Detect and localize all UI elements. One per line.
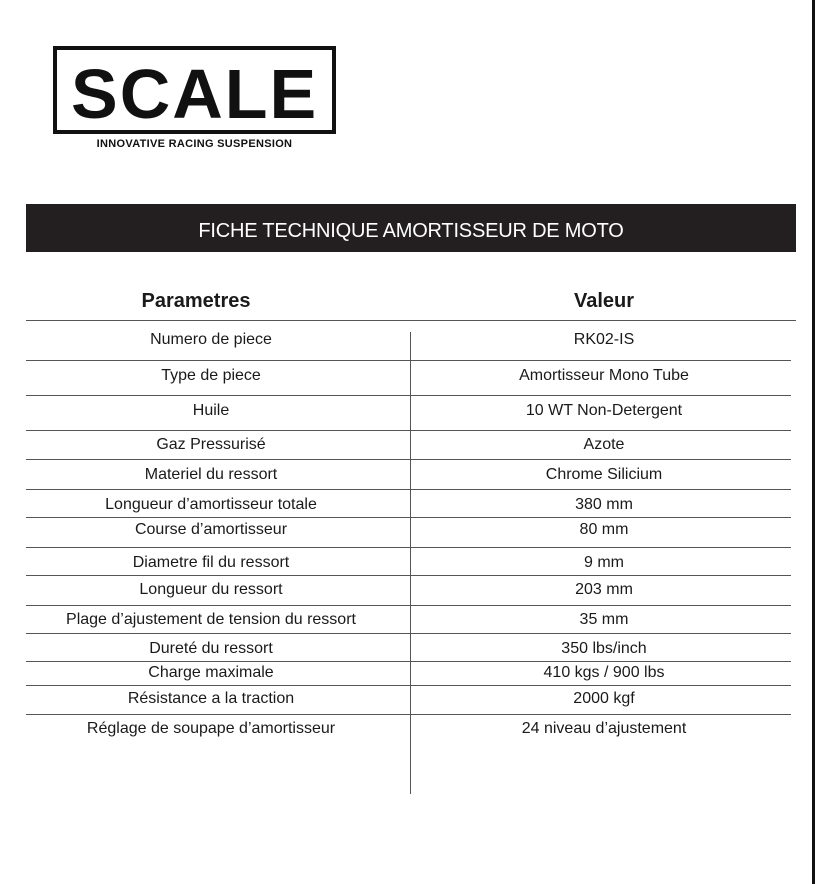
brand-tagline: INNOVATIVE RACING SUSPENSION bbox=[96, 138, 293, 150]
column-header-valeur: Valeur bbox=[573, 290, 635, 312]
table-row-value: 24 niveau d’ajustement bbox=[521, 720, 687, 737]
row-divider bbox=[26, 360, 791, 361]
table-row-value: 10 WT Non-Detergent bbox=[525, 402, 683, 419]
table-row-param: Huile bbox=[192, 402, 230, 419]
table-row-value: Azote bbox=[583, 436, 625, 453]
brand-logo bbox=[53, 46, 336, 134]
table-row-param: Course d’amortisseur bbox=[134, 521, 288, 538]
row-divider bbox=[26, 547, 791, 548]
table-row-value: 410 kgs / 900 lbs bbox=[543, 664, 665, 681]
table-row-value: 9 mm bbox=[584, 554, 624, 571]
table-row-param: Longueur du ressort bbox=[139, 581, 283, 598]
row-divider bbox=[26, 605, 791, 606]
table-row-param: Résistance a la traction bbox=[127, 690, 295, 707]
table-row-param: Réglage de soupape d’amortisseur bbox=[86, 720, 336, 737]
row-divider bbox=[26, 489, 791, 490]
table-row-param: Plage d’ajustement de tension du ressort bbox=[66, 611, 356, 628]
row-divider bbox=[26, 395, 791, 396]
sheet-title-banner: FICHE TECHNIQUE AMORTISSEUR DE MOTO bbox=[26, 204, 796, 252]
table-row-param: Type de piece bbox=[161, 367, 261, 384]
table-row-param: Diametre fil du ressort bbox=[132, 554, 290, 571]
column-header-parametres: Parametres bbox=[141, 290, 251, 312]
table-row-param: Charge maximale bbox=[148, 664, 274, 681]
table-row-value: 380 mm bbox=[575, 496, 633, 513]
header-divider bbox=[26, 320, 796, 321]
row-divider bbox=[26, 459, 791, 460]
table-row-value: 2000 kgf bbox=[573, 690, 635, 707]
table-row-value: Chrome Silicium bbox=[545, 466, 663, 483]
row-divider bbox=[26, 714, 791, 715]
brand-name: SCALE bbox=[71, 55, 319, 133]
table-row-value: 203 mm bbox=[575, 581, 633, 598]
table-row-value: 350 lbs/inch bbox=[561, 640, 647, 657]
table-row-param: Longueur d’amortisseur totale bbox=[105, 496, 317, 513]
column-divider bbox=[410, 332, 411, 794]
table-row-param: Materiel du ressort bbox=[144, 466, 278, 483]
table-row-param: Gaz Pressurisé bbox=[156, 436, 266, 453]
table-row-value: 80 mm bbox=[579, 521, 629, 538]
row-divider bbox=[26, 517, 791, 518]
table-row-value: RK02-IS bbox=[573, 331, 635, 348]
row-divider bbox=[26, 430, 791, 431]
page-edge-rule bbox=[812, 0, 815, 884]
row-divider bbox=[26, 633, 791, 634]
row-divider bbox=[26, 685, 791, 686]
table-row-param: Numero de piece bbox=[150, 331, 272, 348]
table-row-param: Dureté du ressort bbox=[149, 640, 273, 657]
row-divider bbox=[26, 575, 791, 576]
table-row-value: Amortisseur Mono Tube bbox=[519, 367, 689, 384]
row-divider bbox=[26, 661, 791, 662]
table-row-value: 35 mm bbox=[579, 611, 629, 628]
